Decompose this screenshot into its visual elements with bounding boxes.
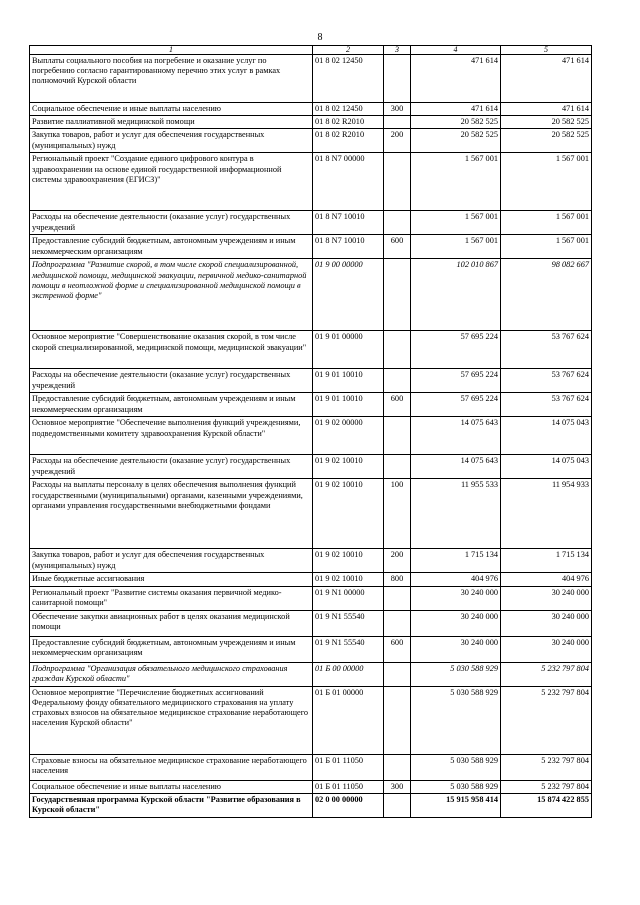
row-cvr [384,331,411,369]
table-row [30,754,592,780]
row-code: 01 8 02 12450 [313,103,384,116]
row-code: 01 Б 01 00000 [313,686,384,754]
row-value-col4: 20 582 525 [411,129,501,153]
table-row [30,780,592,793]
row-value-col5: 1 567 001 [501,211,592,235]
row-name: Расходы на обеспечение деятельности (оказание услуг) государственных учреждений [30,369,313,393]
row-value-col5: 1 567 001 [501,235,592,259]
row-name: Выплаты социального пособия на погребение и оказание услуг по погребению согласно гарантированному перечню этих услуг в рамках полномочий Курской области [30,55,313,103]
row-cvr [384,259,411,331]
row-code: 01 9 00 00000 [313,259,384,331]
row-name: Расходы на выплаты персоналу в целях обеспечения выполнения функций государственными (муниципальными) органами, казенными учреждениями, органами управления государственными внебюджетными фондами [30,479,313,549]
row-value-col4: 471 614 [411,55,501,103]
table-row [30,686,592,754]
row-cvr [384,211,411,235]
row-cvr: 200 [384,129,411,153]
table-row [30,417,592,455]
row-name: Расходы на обеспечение деятельности (оказание услуг) государственных учреждений [30,455,313,479]
row-value-col5: 11 954 933 [501,479,592,549]
row-cvr: 300 [384,103,411,116]
row-cvr [384,754,411,780]
row-cvr [384,417,411,455]
row-value-col5: 5 232 797 804 [501,754,592,780]
row-value-col4: 471 614 [411,103,501,116]
row-value-col5: 30 240 000 [501,636,592,662]
row-code: 01 Б 00 00000 [313,662,384,686]
table-row [30,793,592,817]
row-code: 01 9 02 00000 [313,417,384,455]
row-value-col5: 20 582 525 [501,129,592,153]
row-code: 01 9 01 00000 [313,331,384,369]
row-value-col4: 57 695 224 [411,393,501,417]
table-row [30,573,592,586]
row-cvr [384,662,411,686]
table-row [30,586,592,610]
table-row [30,153,592,211]
row-cvr: 600 [384,393,411,417]
row-cvr: 600 [384,235,411,259]
row-value-col4: 57 695 224 [411,369,501,393]
row-code: 01 8 N7 00000 [313,153,384,211]
row-cvr: 600 [384,636,411,662]
row-value-col5: 5 232 797 804 [501,662,592,686]
table-row [30,636,592,662]
row-value-col5: 471 614 [501,55,592,103]
row-name: Основное мероприятие "Совершенствование оказания скорой, в том числе скорой специализированной, медицинской помощи, медицинской эвакуации" [30,331,313,369]
table-row [30,259,592,331]
row-value-col5: 471 614 [501,103,592,116]
row-code: 01 9 02 10010 [313,573,384,586]
row-cvr [384,55,411,103]
row-value-col4: 1 715 134 [411,549,501,573]
table-row [30,662,592,686]
row-value-col4: 102 010 867 [411,259,501,331]
table-header-row [30,46,592,55]
row-name: Страховые взносы на обязательное медицинское страхование неработающего населения [30,754,313,780]
row-name: Закупка товаров, работ и услуг для обеспечения государственных (муниципальных) нужд [30,549,313,573]
row-code: 01 9 01 10010 [313,393,384,417]
row-name: Социальное обеспечение и иные выплаты населению [30,780,313,793]
row-value-col4: 11 955 533 [411,479,501,549]
row-value-col4: 15 915 958 414 [411,793,501,817]
row-value-col5: 1 567 001 [501,153,592,211]
row-name: Расходы на обеспечение деятельности (оказание услуг) государственных учреждений [30,211,313,235]
table-row [30,235,592,259]
row-value-col5: 53 767 624 [501,393,592,417]
row-value-col4: 1 567 001 [411,153,501,211]
row-name: Иные бюджетные ассигнования [30,573,313,586]
row-code: 01 Б 01 11050 [313,754,384,780]
row-value-col4: 30 240 000 [411,636,501,662]
row-code: 01 8 02 R2010 [313,129,384,153]
row-value-col4: 30 240 000 [411,610,501,636]
row-value-col5: 5 232 797 804 [501,686,592,754]
header-col-2: 2 [313,46,384,55]
row-code: 01 8 N7 10010 [313,211,384,235]
table-row [30,331,592,369]
table-row [30,55,592,103]
row-cvr: 300 [384,780,411,793]
table-row [30,455,592,479]
row-name: Государственная программа Курской области "Развитие образования в Курской области" [30,793,313,817]
row-code: 01 9 02 10010 [313,549,384,573]
row-name: Подпрограмма "Организация обязательного медицинского страхования граждан Курской области" [30,662,313,686]
row-cvr [384,369,411,393]
table-row [30,129,592,153]
row-name: Закупка товаров, работ и услуг для обеспечения государственных (муниципальных) нужд [30,129,313,153]
row-name: Развитие паллиативной медицинской помощи [30,116,313,129]
row-name: Региональный проект "Развитие системы оказания первичной медико-санитарной помощи" [30,586,313,610]
row-cvr [384,793,411,817]
table-body [30,55,592,818]
budget-table [29,45,592,818]
row-cvr: 800 [384,573,411,586]
row-code: 01 Б 01 11050 [313,780,384,793]
row-value-col5: 98 082 667 [501,259,592,331]
row-value-col4: 57 695 224 [411,331,501,369]
table-row [30,116,592,129]
row-cvr [384,686,411,754]
row-name: Подпрограмма "Развитие скорой, в том числе скорой специализированной, медицинской помощи, медицинской эвакуации, первичной медико-санитарной помощи в неотложной форме и специализированной медицинской помощи в экстренной форме" [30,259,313,331]
row-name: Социальное обеспечение и иные выплаты населению [30,103,313,116]
header-col-5: 5 [501,46,592,55]
row-name: Основное мероприятие "Обеспечение выполнения функций учреждениями, подведомственными комитету здравоохранения Курской области" [30,417,313,455]
row-code: 01 9 02 10010 [313,479,384,549]
row-value-col4: 14 075 643 [411,455,501,479]
row-cvr [384,586,411,610]
row-value-col5: 5 232 797 804 [501,780,592,793]
row-value-col5: 20 582 525 [501,116,592,129]
row-code: 01 9 02 10010 [313,455,384,479]
table-row [30,211,592,235]
row-value-col5: 404 976 [501,573,592,586]
row-code: 01 8 02 12450 [313,55,384,103]
row-name: Основное мероприятие "Перечисление бюджетных ассигнований Федеральному фонду обязательного медицинского страхования на уплату страховых взносов на обязательное медицинское страхование неработающего населения Курской области" [30,686,313,754]
header-col-1: 1 [30,46,313,55]
row-value-col4: 30 240 000 [411,586,501,610]
row-value-col4: 1 567 001 [411,235,501,259]
row-cvr [384,116,411,129]
row-value-col4: 20 582 525 [411,116,501,129]
table-row [30,479,592,549]
header-col-3: 3 [384,46,411,55]
row-value-col5: 53 767 624 [501,331,592,369]
table-row [30,103,592,116]
table-row [30,393,592,417]
row-code: 01 9 N1 55540 [313,610,384,636]
row-value-col4: 14 075 643 [411,417,501,455]
row-cvr [384,153,411,211]
row-name: Предоставление субсидий бюджетным, автономным учреждениям и иным некоммерческим организациям [30,393,313,417]
row-value-col4: 5 030 588 929 [411,780,501,793]
row-value-col5: 14 075 043 [501,455,592,479]
header-col-4: 4 [411,46,501,55]
row-value-col4: 1 567 001 [411,211,501,235]
row-cvr [384,455,411,479]
row-code: 01 9 N1 00000 [313,586,384,610]
row-code: 01 9 N1 55540 [313,636,384,662]
row-value-col4: 5 030 588 929 [411,686,501,754]
row-code: 02 0 00 00000 [313,793,384,817]
row-value-col5: 15 874 422 855 [501,793,592,817]
row-name: Предоставление субсидий бюджетным, автономным учреждениям и иным некоммерческим организациям [30,235,313,259]
table-row [30,610,592,636]
row-code: 01 9 01 10010 [313,369,384,393]
row-cvr [384,610,411,636]
row-value-col4: 5 030 588 929 [411,754,501,780]
page-number: 8 [317,32,323,43]
row-value-col5: 30 240 000 [501,610,592,636]
table-row [30,549,592,573]
row-value-col4: 5 030 588 929 [411,662,501,686]
row-cvr: 200 [384,549,411,573]
row-name: Обеспечение закупки авиационных работ в целях оказания медицинской помощи [30,610,313,636]
row-value-col5: 53 767 624 [501,369,592,393]
row-code: 01 8 02 R2010 [313,116,384,129]
row-cvr: 100 [384,479,411,549]
row-value-col5: 30 240 000 [501,586,592,610]
table-row [30,369,592,393]
row-code: 01 8 N7 10010 [313,235,384,259]
row-name: Предоставление субсидий бюджетным, автономным учреждениям и иным некоммерческим организациям [30,636,313,662]
row-value-col5: 1 715 134 [501,549,592,573]
row-name: Региональный проект "Создание единого цифрового контура в здравоохранении на основе единой государственной информационной системы здравоохранения (ЕГИСЗ)" [30,153,313,211]
row-value-col4: 404 976 [411,573,501,586]
row-value-col5: 14 075 043 [501,417,592,455]
